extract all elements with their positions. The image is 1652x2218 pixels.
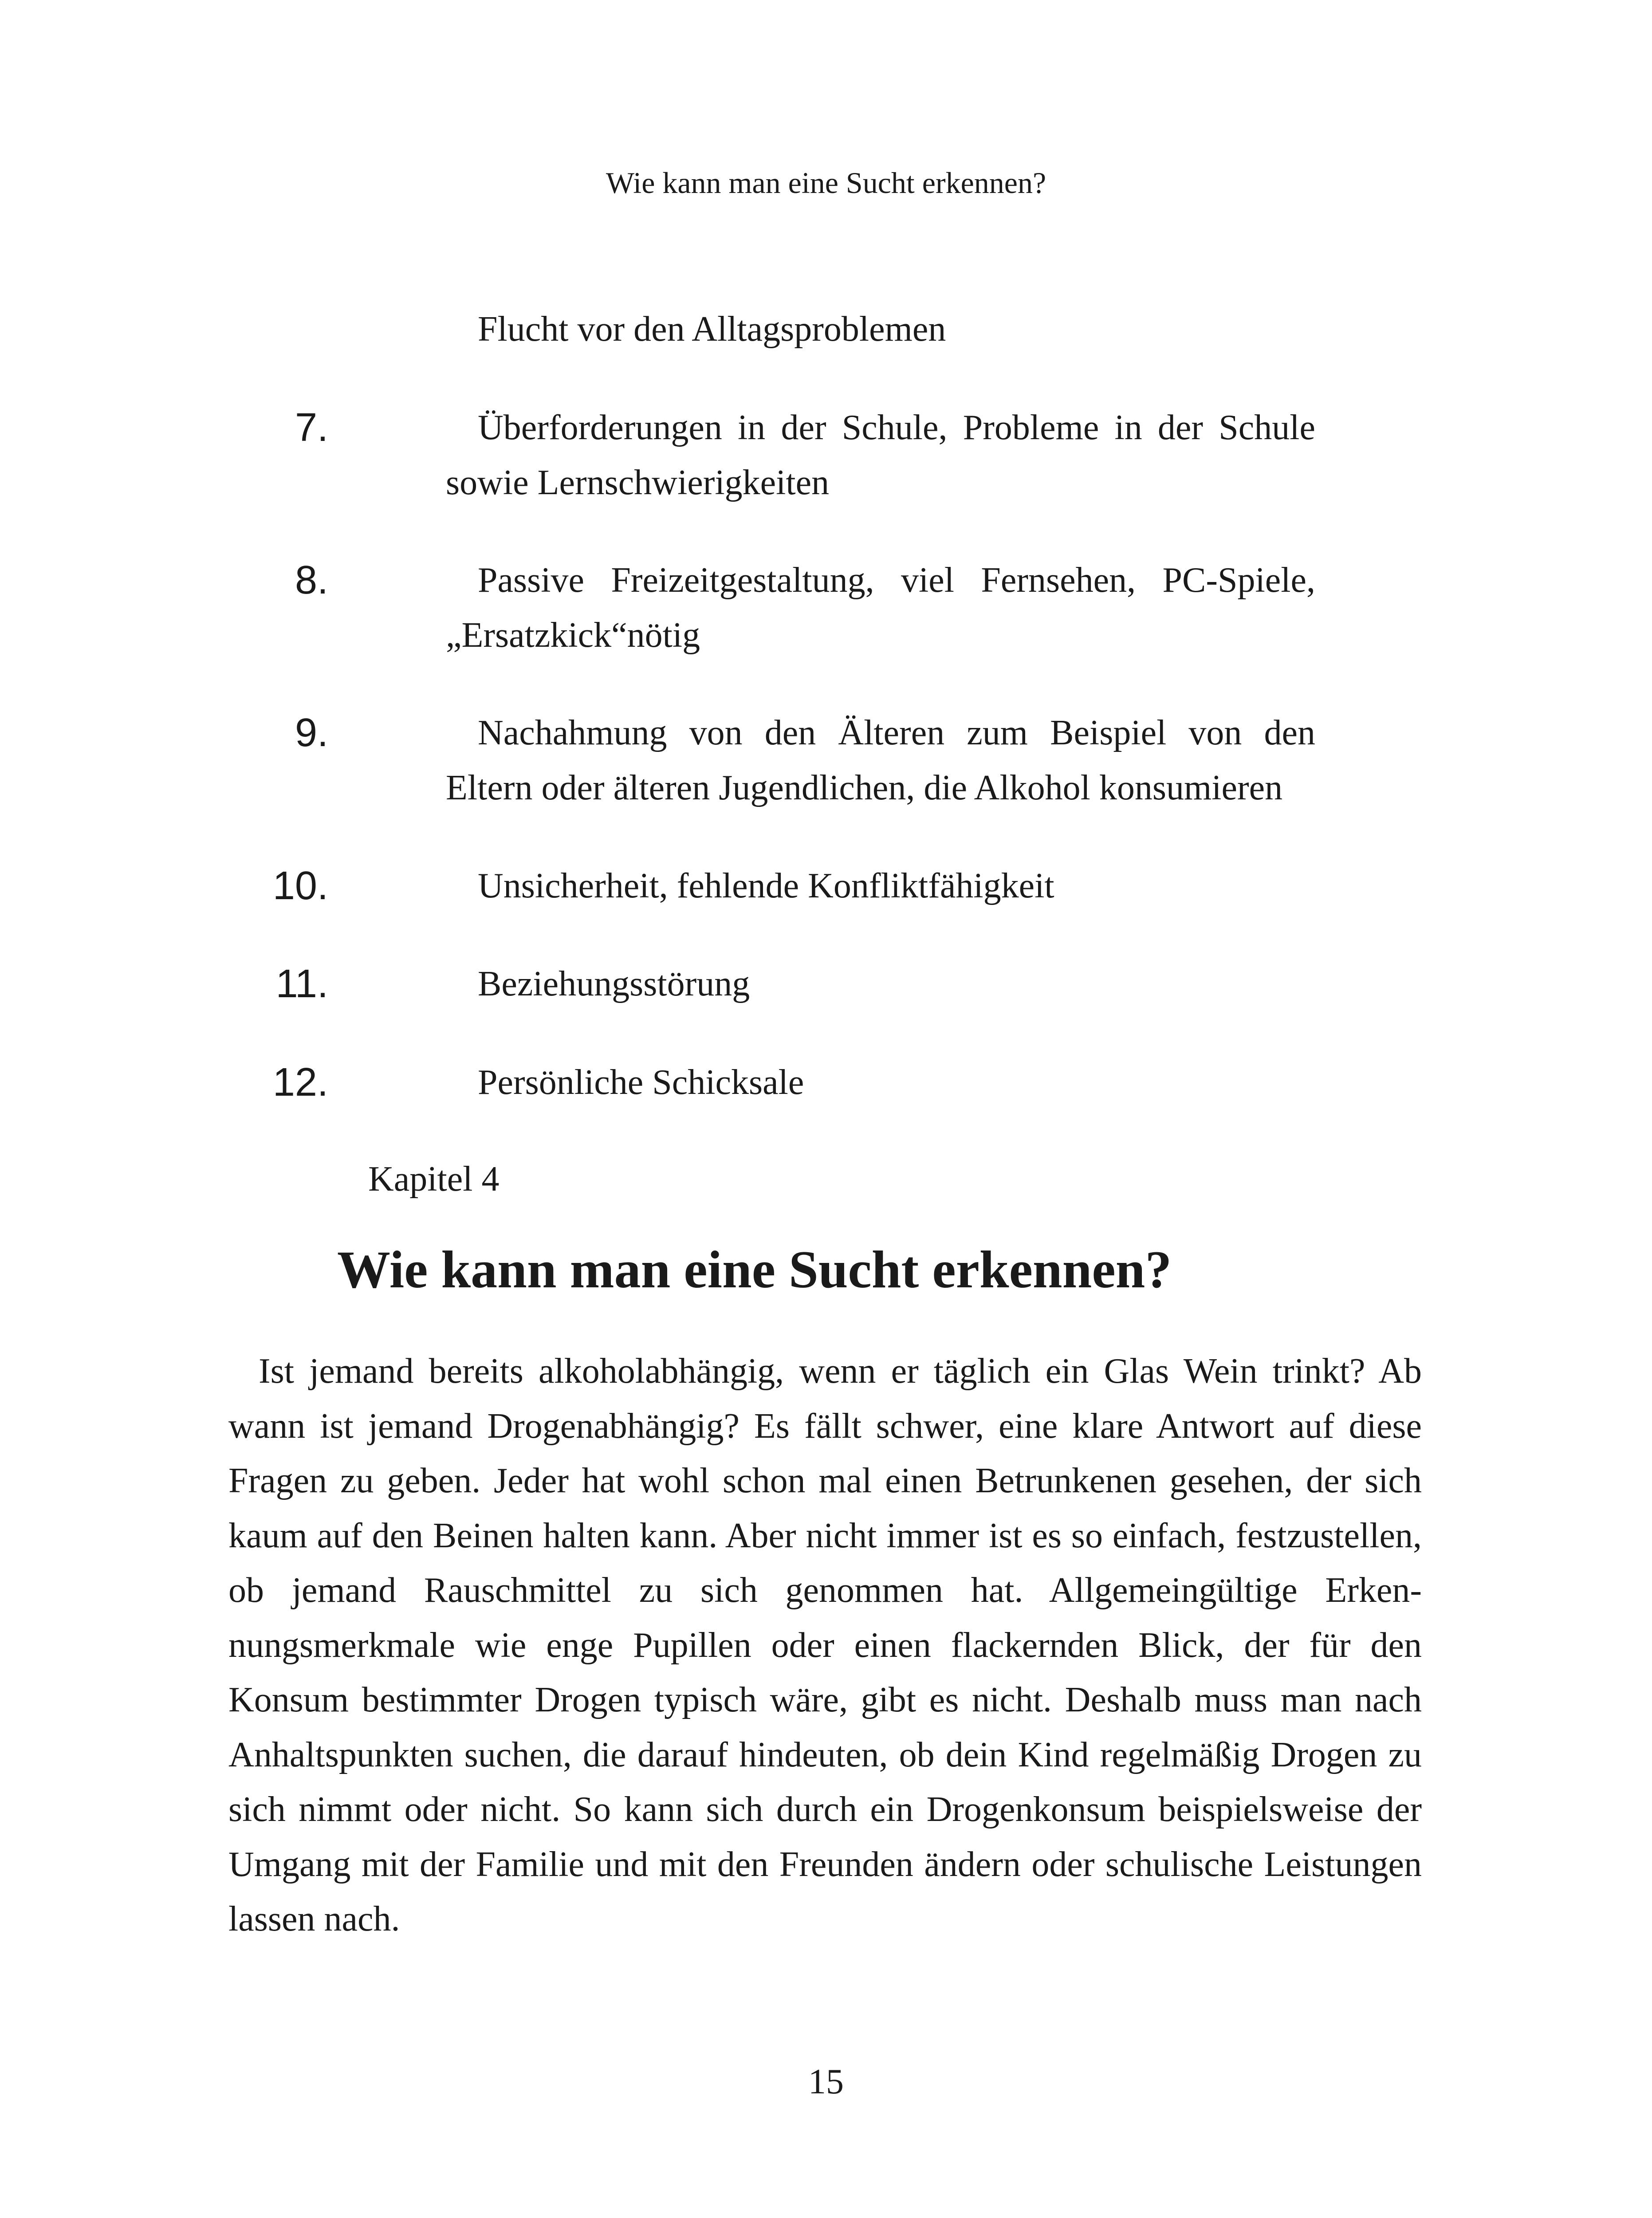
chapter-title: Wie kann man eine Sucht erkennen? — [337, 1240, 1172, 1299]
list-item — [0, 705, 1652, 807]
list-item — [0, 858, 1652, 908]
list-item-text: Persönliche Schicksale — [478, 1063, 804, 1102]
page-number: 15 — [808, 2062, 844, 2101]
list-item-number: 12. — [272, 1060, 328, 1105]
list-item-text: Überforderungen in der Schule, Probleme in der Schule sowie Lernschwierigkeiten — [446, 408, 1315, 502]
list-item-text: Passive Freizeitgestaltung, viel Fernsehen, PC-Spiele, „Ersatzkick“nötig — [446, 561, 1315, 655]
running-header: Wie kann man eine Sucht erkennen? — [606, 166, 1046, 200]
list-item-text: Beziehungsstörung — [478, 964, 750, 1003]
list-item-text: Nachahmung von den Älteren zum Beispiel von den Eltern oder älteren Jugendlichen, die Alkohol konsumieren — [446, 713, 1315, 807]
list-item-number: 11. — [275, 962, 328, 1006]
list-item — [0, 400, 1652, 502]
list-item-number: 7. — [295, 405, 328, 450]
chapter-label: Kapitel 4 — [368, 1160, 500, 1199]
list-item-text: Flucht vor den Alltagsproblemen — [478, 310, 946, 349]
list-item — [0, 956, 1652, 1006]
list-item-number: 9. — [295, 711, 328, 755]
list-item-text: Unsicherheit, fehlende Konfliktfähigkeit — [478, 866, 1054, 905]
list-item-number: 8. — [295, 558, 328, 602]
body-paragraph: Ist jemand bereits alkoholabhängig, wenn er täglich ein Glas Wein trinkt? Ab wann ist jemand Drogenabhängig? Es fällt schwer, eine klare Antwort auf diese Fragen zu geben. Jeder hat wohl schon mal einen Betrunkenen gesehen, der sich kaum auf den Beinen halten kann. Aber nicht immer ist es so einfach, festzustellen, ob jemand Rauschmittel zu sich genommen hat. Allgemeingültige Erkennungsmerkmale wie enge Pupillen oder einen flackernden Blick, der für den Konsum bestimmter Drogen typisch wäre, gibt es nicht. Deshalb muss man nach Anhaltspunkten suchen, die darauf hindeuten, ob dein Kind regelmäßig Drogen zu sich nimmt oder nicht. So kann sich durch ein Drogenkonsum beispielsweise der Umgang mit der Familie und mit den Freunden ändern oder schulische Leistungen lassen nach. — [228, 1352, 1422, 1939]
list-item-number: 10. — [272, 864, 328, 908]
